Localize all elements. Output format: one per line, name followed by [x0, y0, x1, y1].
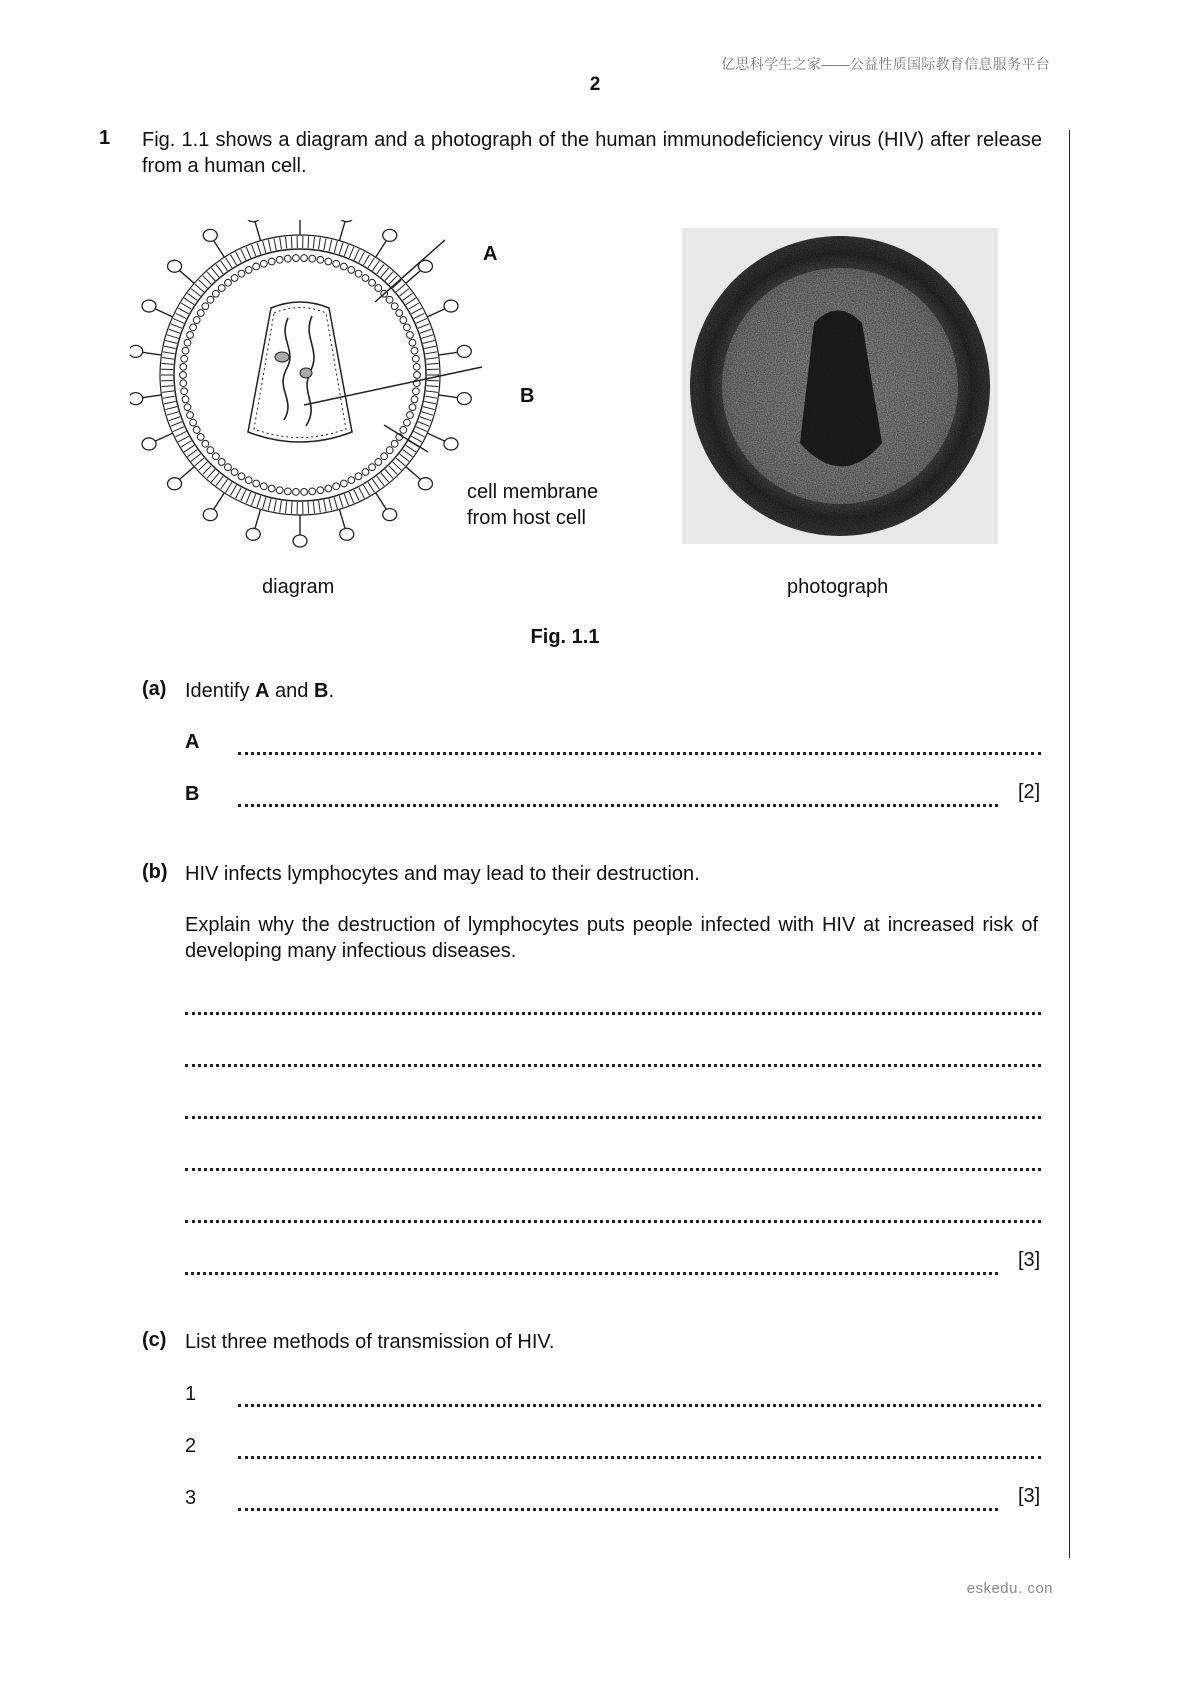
caption-photograph: photograph — [787, 576, 889, 598]
margin-rule — [1069, 130, 1070, 1558]
marks-part-b: [3] — [1018, 1249, 1041, 1271]
part-c-label: (c) — [142, 1329, 167, 1351]
answer-line-c2[interactable] — [238, 1456, 1041, 1459]
part-c-text: List three methods of transmission of HIV. — [185, 1331, 555, 1353]
answer-line-b5[interactable] — [185, 1220, 1041, 1223]
membrane-label-line1: cell membrane — [467, 481, 599, 503]
answer-a-label: A — [185, 731, 200, 753]
part-a-text: Identify A and B. — [185, 680, 334, 702]
figure-label: Fig. 1.1 — [530, 626, 600, 648]
label-a: A — [483, 243, 498, 265]
list-number-2: 2 — [185, 1435, 197, 1457]
answer-line-b6[interactable] — [185, 1272, 998, 1275]
answer-line-b[interactable] — [238, 804, 998, 807]
answer-line-a[interactable] — [238, 752, 1041, 755]
capsid — [248, 302, 352, 442]
part-b-text1: HIV infects lymphocytes and may lead to their destruction. — [185, 863, 700, 885]
question-intro: Fig. 1.1 shows a diagram and a photograph of the human immunodeficiency virus (HIV) after release from a human cell. — [142, 129, 1042, 177]
part-b-label: (b) — [142, 861, 168, 883]
list-number-1: 1 — [185, 1383, 197, 1405]
question-number: 1 — [99, 127, 111, 149]
header-watermark: 亿思科学生之家——公益性质国际教育信息服务平台 — [721, 56, 1050, 72]
part-a-label: (a) — [142, 678, 167, 700]
hiv-photograph — [682, 228, 998, 544]
answer-line-c1[interactable] — [238, 1404, 1041, 1407]
answer-b-label: B — [185, 783, 200, 805]
answer-line-b1[interactable] — [185, 1012, 1041, 1015]
caption-diagram: diagram — [262, 576, 335, 598]
leader-line-b — [304, 367, 482, 405]
list-number-3: 3 — [185, 1487, 197, 1509]
membrane-label-line2: from host cell — [467, 507, 586, 529]
footer-site: eskedu. con — [966, 1580, 1053, 1597]
part-b-text2: Explain why the destruction of lymphocytes puts people infected with HIV at increased risk of developing many infectious diseases. — [185, 914, 1038, 962]
page-number: 2 — [589, 74, 601, 95]
label-b: B — [520, 385, 535, 407]
marks-part-a: [2] — [1018, 781, 1041, 803]
marks-part-c: [3] — [1018, 1485, 1041, 1507]
answer-line-b2[interactable] — [185, 1064, 1041, 1067]
answer-line-b3[interactable] — [185, 1116, 1041, 1119]
answer-line-b4[interactable] — [185, 1168, 1041, 1171]
answer-line-c3[interactable] — [238, 1508, 998, 1511]
